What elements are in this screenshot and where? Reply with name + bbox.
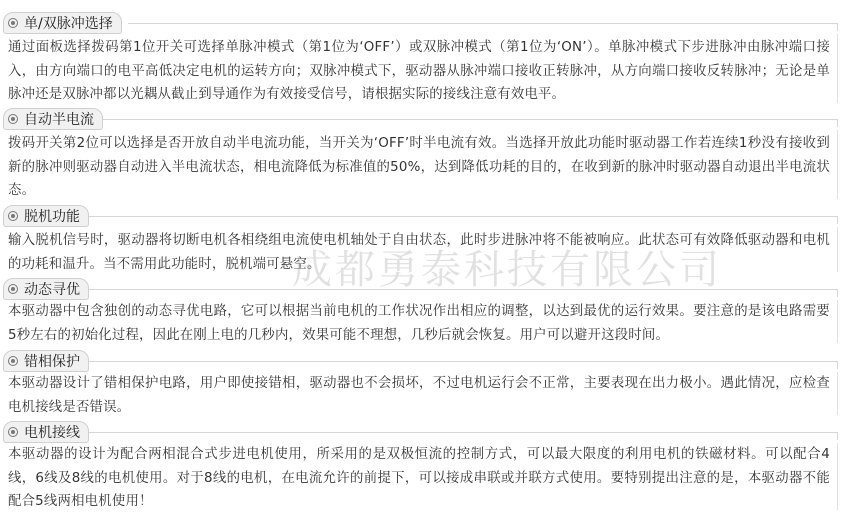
section-header (0, 278, 840, 300)
section-side-border (837, 300, 838, 343)
divider-end (837, 119, 838, 127)
section-tab (3, 205, 89, 227)
section-title: 单/双脉冲选择 (24, 16, 113, 32)
section-header (0, 350, 840, 372)
section-title: 错相保护 (24, 354, 80, 370)
section-text: 拨码开关第2位可以选择是否开放自动半电流功能，当开关为‘OFF’时半电流有效。当选择开放此功能时驱动器工作若连续1秒没有接收到新的脉冲则驱动器自动进入半电流状态，相电流降低为标准值的50%，达到降低功耗的目的，在收到新的脉冲时驱动器自动退出半电流状态。 (8, 136, 830, 198)
section-auto-half-current (0, 108, 840, 203)
divider (84, 289, 838, 290)
section-title: 电机接线 (24, 425, 80, 441)
circle-bullet-icon (8, 284, 18, 294)
section-tab (3, 12, 122, 34)
divider-end (837, 23, 838, 31)
divider-end (837, 432, 838, 440)
section-title: 脱机功能 (24, 209, 80, 225)
section-side-border (837, 227, 838, 272)
section-text: 通过面板选择拨码第1位开关可选择单脉冲模式（第1位为‘OFF’）或双脉冲模式（第1位为‘ON’）。单脉冲模式下步进脉冲由脉冲端口接入，由方向端口的电平高低决定电机的运转方向；双脉冲模式下，驱动器从脉冲端口接收正转脉冲，从方向端口接收反转脉冲；无论是单脉冲还是双脉冲都以光耦从截止到导通作为有效接受信号，请根据实际的接线注意有效电平。 (8, 40, 830, 102)
section-motor-wiring (0, 421, 840, 514)
company-watermark: 成都勇泰科技有限公司 (292, 247, 722, 293)
section-header (0, 108, 840, 130)
circle-bullet-icon (8, 18, 18, 28)
divider (84, 432, 838, 433)
section-text: 本驱动器的设计为配合两相混合式步进电机使用，所采用的是双极恒流的控制方式，可以最大限度的利用电机的铁磁材料。可以配合4线，6线及8线的电机使用。对于8线的电机，在电流允许的前提下，可以接成串联或并联方式使用。要特别提出注意的是，本驱动器不能配合5线两相电机使用！ (8, 447, 830, 509)
section-header (0, 421, 840, 443)
divider (84, 216, 838, 217)
section-text: 输入脱机信号时，驱动器将切断电机各相绕组电流使电机轴处于自由状态，此时步进脉冲将不能被响应。此状态可有效降低驱动器和电机的功耗和温升。当不需用此功能时，脱机端可悬空。 (8, 233, 830, 272)
section-tab (3, 278, 89, 300)
section-text: 本驱动器中包含独创的动态寻优电路，它可以根据当前电机的工作状况作出相应的调整，以达到最优的运行效果。要注意的是该电路需要5秒左右的初始化过程，因此在刚上电的几秒内，效果可能不理想，几秒后就会恢复。用户可以避开这段时间。 (8, 304, 830, 343)
section-tab (3, 350, 89, 372)
section-pulse-mode (0, 12, 840, 107)
section-offline-function (0, 205, 840, 276)
section-dynamic-optimization (0, 278, 840, 347)
circle-bullet-icon (8, 356, 18, 366)
section-side-border (837, 34, 838, 103)
circle-bullet-icon (8, 114, 18, 124)
section-text: 本驱动器设计了错相保护电路，用户即使接错相，驱动器也不会损坏，不过电机运行会不正常，主要表现在出力极小。遇此情况，应检查电机接线是否错误。 (8, 376, 830, 415)
divider (84, 361, 838, 362)
section-tab (3, 421, 89, 443)
circle-bullet-icon (8, 427, 18, 437)
section-title: 动态寻优 (24, 282, 80, 298)
divider-end (837, 289, 838, 297)
section-side-border (837, 130, 838, 199)
circle-bullet-icon (8, 211, 18, 221)
divider-end (837, 361, 838, 369)
section-phase-error-protection (0, 350, 840, 419)
section-side-border (837, 443, 838, 510)
divider (128, 23, 838, 24)
divider-end (837, 216, 838, 224)
divider (96, 119, 838, 120)
section-header (0, 12, 840, 34)
section-side-border (837, 372, 838, 415)
section-tab (3, 108, 103, 130)
section-title: 自动半电流 (24, 112, 94, 128)
section-header (0, 205, 840, 227)
